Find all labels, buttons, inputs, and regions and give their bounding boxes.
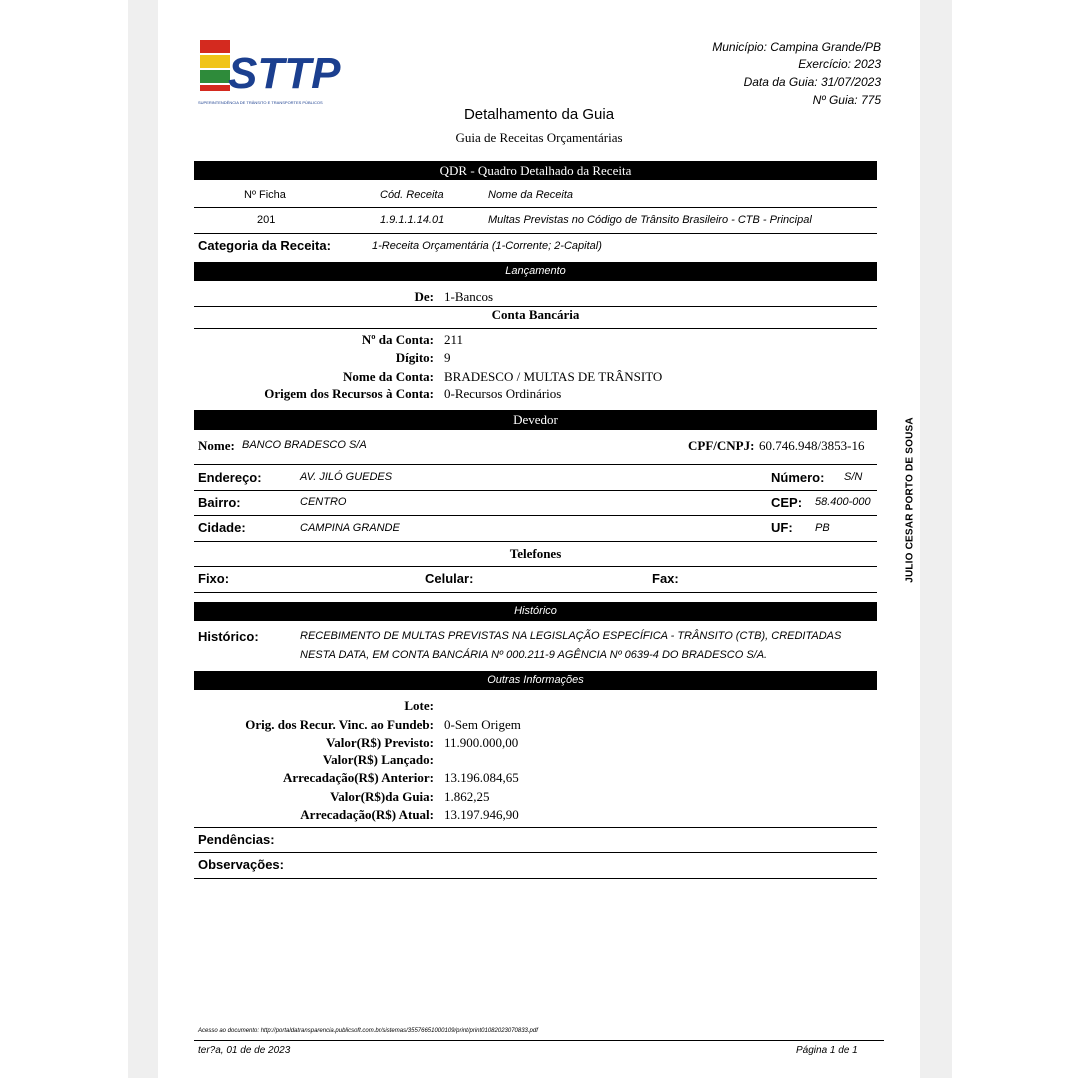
de-value: 1-Bancos	[444, 289, 494, 304]
sttp-logo	[198, 36, 341, 110]
right-margin-strip	[920, 0, 952, 1078]
historico-bar: Histórico	[194, 602, 877, 621]
exercicio: Exercício: 2023	[798, 57, 881, 71]
cidade-label: Cidade:	[198, 520, 246, 535]
numero-value: S/N	[844, 471, 863, 483]
valor-guia-value: 1.862,25	[444, 789, 490, 804]
municipio: Município: Campina Grande/PB	[712, 40, 881, 54]
divider	[194, 207, 877, 208]
endereco-value: AV. JILÓ GUEDES	[300, 471, 393, 483]
page-title: Detalhamento da Guia	[463, 106, 615, 123]
acesso-documento: Acesso ao documento: http://portaldatransparencia.publicsoft.com.br/sistemas/35576651000109/print/print01082023070833.pdf	[198, 1028, 538, 1034]
page-number: Página 1 de 1	[796, 1045, 858, 1056]
historico-line-1: RECEBIMENTO DE MULTAS PREVISTAS NA LEGISLAÇÃO ESPECÍFICA - TRÂNSITO (CTB), CREDITADAS	[300, 630, 842, 642]
lancado-label: Valor(R$) Lançado:	[322, 752, 434, 767]
categoria-value: 1-Receita Orçamentária (1-Corrente; 2-Capital)	[372, 240, 602, 252]
endereco-label: Endereço:	[198, 470, 262, 485]
atual-value: 13.197.946,90	[444, 807, 519, 822]
devedor-bar: Devedor	[194, 410, 877, 430]
pendencias-label: Pendências:	[198, 832, 275, 847]
origem-label: Origem dos Recursos à Conta:	[264, 386, 434, 401]
qdr-bar: QDR - Quadro Detalhado da Receita	[194, 161, 877, 180]
nome-conta-value: BRADESCO / MULTAS DE TRÂNSITO	[444, 369, 663, 384]
valor-guia-label: Valor(R$)da Guia:	[330, 789, 434, 804]
telefones-title: Telefones	[509, 546, 562, 561]
divider	[194, 878, 877, 879]
fixo-label: Fixo:	[198, 571, 230, 586]
anterior-value: 13.196.084,65	[444, 770, 519, 785]
nome-conta-label: Nome da Conta:	[343, 369, 434, 384]
fax-label: Fax:	[652, 571, 679, 586]
left-margin-strip	[128, 0, 158, 1078]
divider	[194, 852, 877, 853]
divider	[194, 566, 877, 567]
cpf-value: 60.746.948/3853-16	[759, 438, 865, 453]
divider	[194, 592, 877, 593]
celular-label: Celular:	[425, 571, 474, 586]
col-cod-header: Cód. Receita	[380, 189, 444, 201]
footer-divider	[194, 1040, 884, 1041]
cpf-label: CPF/CNPJ:	[688, 438, 755, 453]
cidade-value: CAMPINA GRANDE	[300, 522, 400, 534]
cep-label: CEP:	[771, 495, 803, 510]
cep-value: 58.400-000	[815, 496, 871, 508]
historico-label: Histórico:	[198, 629, 259, 644]
footer-date: ter?a, 01 de de 2023	[198, 1045, 291, 1056]
page-subtitle: Guia de Receitas Orçamentárias	[455, 130, 623, 145]
fundeb-value: 0-Sem Origem	[444, 717, 521, 732]
digito-label: Dígito:	[395, 350, 434, 365]
ficha-value: 201	[257, 214, 276, 226]
data-guia: Data da Guia: 31/07/2023	[743, 75, 881, 89]
col-ficha-header: Nº Ficha	[244, 189, 286, 201]
logo-subtext: SUPERINTENDÊNCIA DE TRÂNSITO E TRANSPORTES PÚBLICOS	[198, 100, 323, 105]
bairro-label: Bairro:	[198, 495, 241, 510]
divider	[194, 464, 877, 465]
de-label: De:	[414, 289, 434, 304]
num-conta-value: 211	[444, 332, 464, 347]
anterior-label: Arrecadação(R$) Anterior:	[282, 770, 434, 785]
atual-label: Arrecadação(R$) Atual:	[300, 807, 434, 822]
outras-bar: Outras Informações	[194, 671, 877, 690]
uf-label: UF:	[771, 520, 793, 535]
divider	[194, 515, 877, 516]
lote-label: Lote:	[404, 698, 434, 713]
uf-value: PB	[815, 522, 830, 534]
divider	[194, 328, 877, 329]
divider	[194, 490, 877, 491]
lancamento-bar: Lançamento	[194, 262, 877, 281]
bairro-value: CENTRO	[300, 496, 347, 508]
sttp-logo-graphic	[198, 36, 341, 110]
col-nome-header: Nome da Receita	[488, 189, 573, 201]
cod-value: 1.9.1.1.14.01	[380, 214, 445, 226]
previsto-value: 11.900.000,00	[444, 735, 519, 750]
origem-value: 0-Recursos Ordinários	[444, 386, 562, 401]
nome-devedor-value: BANCO BRADESCO S/A	[242, 439, 367, 451]
numero-guia: Nº Guia: 775	[812, 93, 881, 107]
signature-stamp: JULIO CESAR PORTO DE SOUSA	[904, 417, 916, 583]
num-conta-label: Nº da Conta:	[361, 332, 434, 347]
previsto-label: Valor(R$) Previsto:	[326, 735, 434, 750]
fundeb-label: Orig. dos Recur. Vinc. ao Fundeb:	[245, 717, 434, 732]
nome-receita-value: Multas Previstas no Código de Trânsito Brasileiro - CTB - Principal	[488, 214, 812, 226]
divider	[194, 233, 877, 234]
divider	[194, 827, 877, 828]
historico-line-2: NESTA DATA, EM CONTA BANCÁRIA Nº 000.211-9 AGÊNCIA Nº 0639-4 DO BRADESCO S/A.	[300, 649, 768, 661]
conta-bancaria-title: Conta Bancária	[491, 307, 580, 322]
observacoes-label: Observações:	[198, 857, 284, 872]
digito-value: 9	[444, 350, 451, 365]
categoria-label: Categoria da Receita:	[198, 238, 331, 253]
nome-devedor-label: Nome:	[198, 438, 235, 453]
logo-text: STTP	[228, 49, 341, 98]
numero-label: Número:	[771, 470, 825, 485]
divider	[194, 541, 877, 542]
